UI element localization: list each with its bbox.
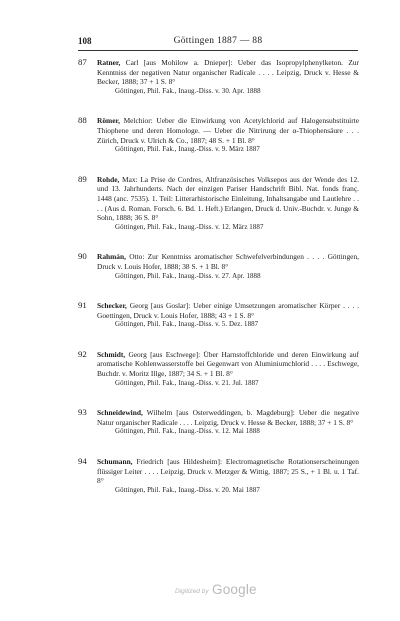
dissertation-note: Göttingen, Phil. Fak., Inaug.-Diss. v. 12. März 1887: [115, 223, 264, 231]
dissertation-note: Göttingen, Phil. Fak., Inaug.-Diss. v. 12. Mai 1888: [115, 428, 260, 436]
running-header: [78, 36, 358, 48]
google-watermark: [150, 582, 310, 600]
dissertation-note: Göttingen, Phil. Fak., Inaug.-Diss. v. 5. Dez. 1887: [115, 321, 259, 329]
entry-91: [78, 301, 359, 330]
entry-93: [78, 408, 359, 437]
entry-number: 91: [78, 300, 87, 311]
entry-description: Otto: Zur Kenntniss aromatischer Schwefelverbindungen . . . . Göttingen, Druck v. Louis Hofer, 1888; 38 S. + 1 Bl. 8°: [97, 252, 359, 271]
author-name: Römer,: [97, 116, 120, 126]
author-name: Schecker,: [97, 301, 127, 311]
author-name: Schumann,: [97, 457, 133, 467]
entry-number: 87: [78, 57, 87, 67]
entry-text: [97, 116, 359, 145]
entry-94: [78, 457, 359, 495]
page-number: 108: [78, 36, 92, 46]
author-name: Rahmán,: [97, 252, 126, 262]
entry-number: 94: [78, 456, 87, 467]
entry-text: [97, 301, 359, 320]
entry-description: Max: La Prise de Cordres, Altfranzösisches Volksepos aus der Wende des 12. und 13. Jahrhunderts. Nach der einzigen Pariser Handschrift Bibl. Nat. fonds franç. 1448 (anc. 7535). 1. Teil: Litterarhistorische Einleitung, Inhaltsangabe und Lautlehre . . . . (Aus d. Roman. Forsch. 6. Bd. 1. Heft.) Erlangen, Druck d. Univ.-Buchdr. v. Junge & Sohn, 1888; 36 S. 8°: [97, 174, 359, 223]
entry-number: 89: [78, 173, 87, 184]
entry-number: 92: [78, 348, 87, 359]
author-name: Schneidewind,: [97, 408, 143, 418]
entry-90: [78, 252, 359, 281]
entry-number: 90: [78, 251, 87, 262]
entry-text: [97, 408, 359, 427]
entry-number: 93: [78, 407, 87, 418]
entry-list: [78, 53, 359, 495]
entry-text: [97, 252, 359, 271]
entry-87: [78, 58, 359, 96]
author-name: Schmidt,: [97, 349, 126, 359]
entry-88: [78, 116, 359, 154]
dissertation-note: Göttingen, Phil. Fak., Inaug.-Diss. v. 21. Jul. 1887: [115, 379, 259, 387]
entry-text: [97, 58, 359, 87]
entry-description: Friedrich [aus Hildesheim]: Electromagnetische Rotationserscheinungen flüssiger Leiter . . . . Leipzig, Druck v. Metzger & Wittig, 1887; 25 S., + 1 Bl. u. 1 Taf. 8°: [97, 457, 359, 486]
google-logo: Google: [212, 582, 257, 597]
dissertation-note: Göttingen, Phil. Fak., Inaug.-Diss. v. 9. März 1887: [115, 146, 260, 154]
author-name: Ratner,: [97, 58, 121, 67]
digitized-by-text: Digitized by: [175, 588, 209, 595]
entry-description: Georg [aus Goslar]: Ueber einige Umsetzungen aromatischer Körper . . . . Goettingen, Druck v. Louis Hofer, 1888; 43 + 1 S. 8°: [97, 301, 359, 320]
dissertation-note: Göttingen, Phil. Fak., Inaug.-Diss. v. 27. Apr. 1888: [115, 272, 261, 280]
entry-92: [78, 350, 359, 388]
dissertation-note: Göttingen, Phil. Fak., Inaug.-Diss. v. 20. Mai 1887: [115, 486, 260, 494]
author-name: Rohde,: [97, 174, 120, 184]
entry-description: Wilhelm [aus Osterweddingen, b. Magdeburg]: Ueber die negative Natur organischer Radicale . . . . Leipzig, Druck v. Hesse & Becker, 1888; 37 + 1 S. 8°: [97, 408, 359, 427]
entry-number: 88: [78, 115, 87, 126]
entry-description: Carl [aus Mohilow a. Dnieper]: Ueber das Isopropylphenylketon. Zur Kenntniss der negativen Natur organischer Radicale . . . . Leipzig, Druck v. Hesse & Becker, 1888; 37 + 1 S. 8°: [97, 58, 359, 87]
running-title: Göttingen 1887 — 88: [173, 36, 263, 46]
header-rule: [78, 50, 358, 51]
dissertation-note: Göttingen, Phil. Fak., Inaug.-Diss. v. 30. Apr. 1888: [115, 87, 261, 95]
entry-description: Georg [aus Eschwege]: Über Harnstoffchloride und deren Einwirkung auf aromatische Kohlenwasserstoffe bei Gegenwart von Aluminiumchlorid . . . . Eschwege, Buchdr. v. Moritz Illge, 1887; 34 S. + 1 Bl. 8°: [97, 349, 359, 379]
entry-text: [97, 457, 359, 486]
entry-text: [97, 175, 359, 223]
entry-description: Melchior: Ueber die Einwirkung von Acetylchlorid auf Halogensubstituirte Thiophene und deren Homologe. — Ueber die Nitrirung der α-Thiophensäure . . . Zürich, Druck v. Ulrich & Co., 1887; 48 S. + 1 Bl. 8°: [97, 116, 359, 145]
entry-text: [97, 350, 359, 379]
entry-89: [78, 175, 359, 233]
